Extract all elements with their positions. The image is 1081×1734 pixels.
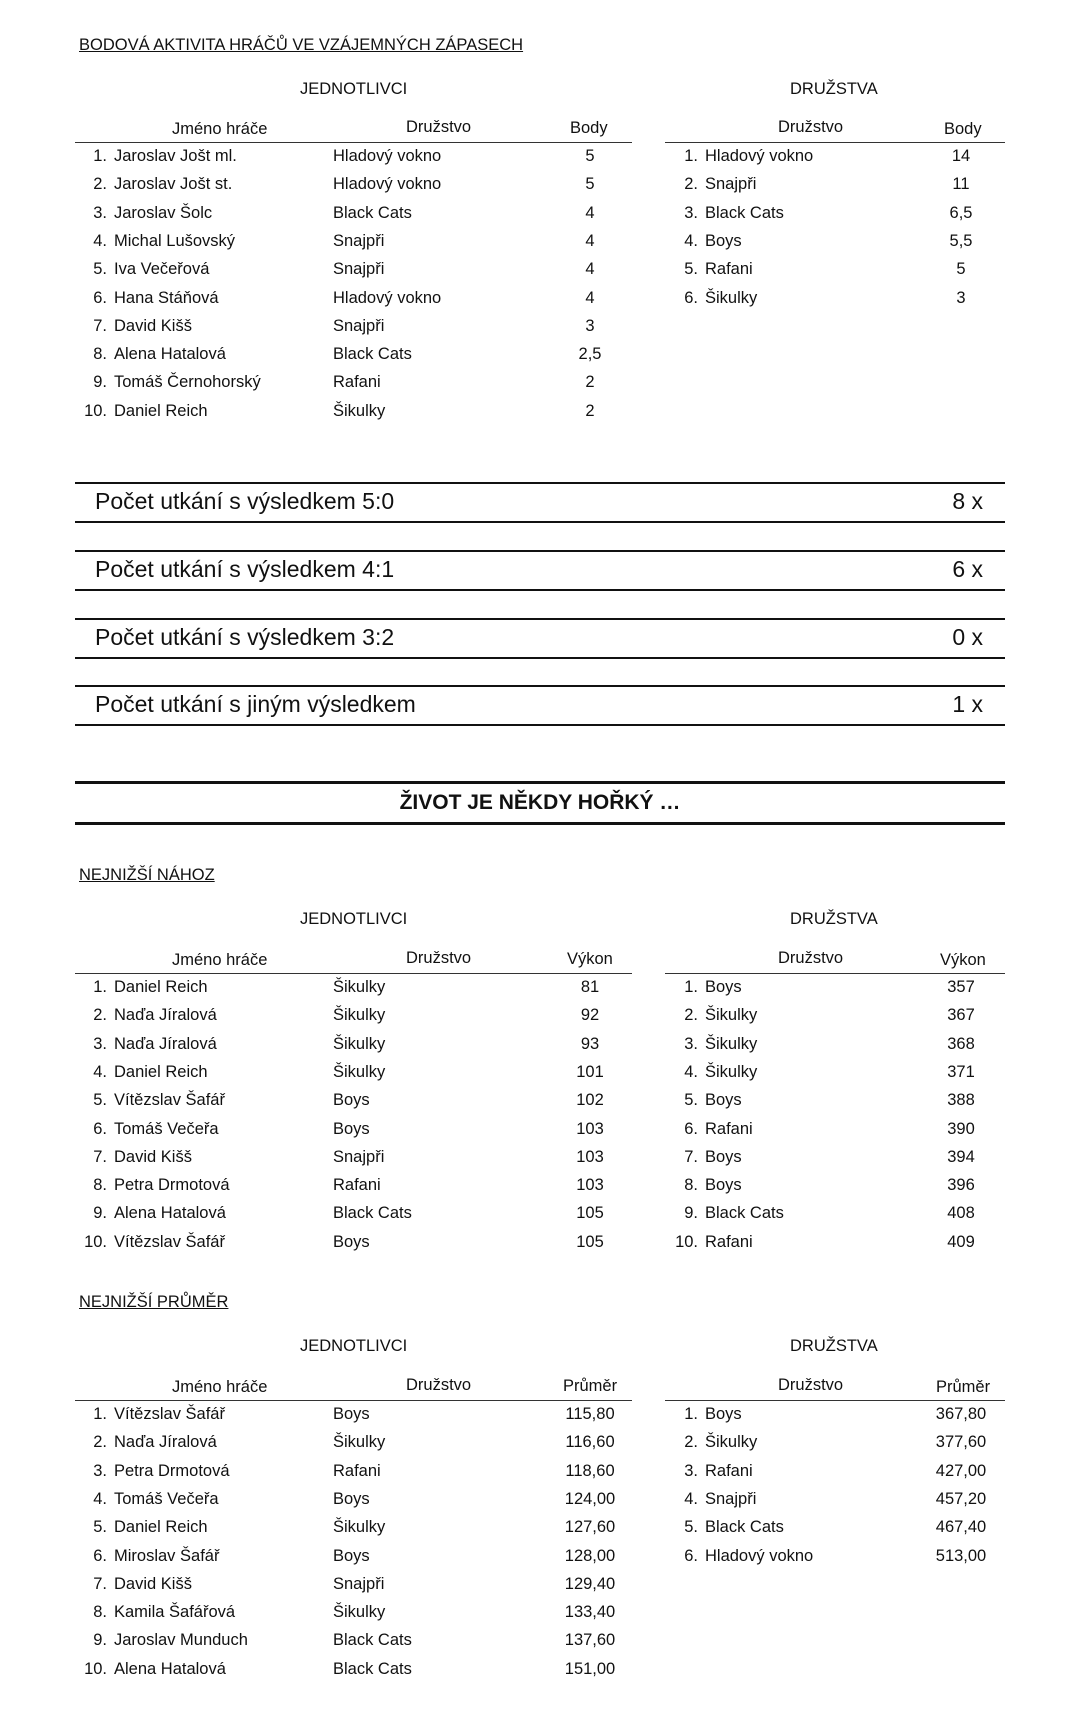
team-name: Boys [705, 1147, 742, 1166]
section-title-points: BODOVÁ AKTIVITA HRÁČŮ VE VZÁJEMNÝCH ZÁPASECH [79, 36, 524, 54]
value-cell: 2 [585, 401, 595, 420]
table-row [0, 142, 1010, 170]
table-row [0, 1199, 1010, 1227]
player-name: Tomáš Večeřa [114, 1489, 219, 1508]
player-name: Naďa Jíralová [114, 1006, 217, 1025]
value-cell: 103 [576, 1147, 604, 1166]
rank-number: 5. [684, 1518, 698, 1537]
team-name: Black Cats [333, 345, 412, 364]
value-cell: 102 [576, 1091, 604, 1110]
result-count: 0 x [952, 624, 983, 650]
team-name: Rafani [705, 1119, 753, 1138]
rank-number: 9. [93, 373, 107, 392]
team-name: Snajpři [333, 1147, 385, 1166]
team-name: Hladový vokno [333, 175, 442, 194]
team-name: Snajpři [705, 175, 757, 194]
value-cell: 396 [947, 1176, 975, 1195]
rank-number: 9. [684, 1204, 698, 1223]
rank-number: 8. [93, 1176, 107, 1195]
rank-number: 1. [684, 1405, 698, 1423]
team-name: Boys [333, 1546, 370, 1565]
team-name: Hladový vokno [705, 147, 814, 165]
rank-number: 2. [684, 1433, 698, 1452]
team-name: Šikulky [705, 288, 758, 307]
group-label-individuals: JEDNOTLIVCI [300, 1337, 408, 1355]
header-player-name: Jméno hráče [172, 120, 268, 138]
team-name: Snajpři [333, 316, 385, 335]
value-cell: 2,5 [578, 345, 602, 364]
team-name: Rafani [705, 1461, 753, 1480]
value-cell: 14 [951, 147, 971, 165]
value-cell: 367,80 [935, 1405, 987, 1423]
rank-number: 5. [93, 1091, 107, 1110]
value-cell: 394 [947, 1147, 975, 1166]
value-cell: 103 [576, 1176, 604, 1195]
team-name: Rafani [333, 1176, 381, 1195]
team-name: Rafani [705, 1232, 753, 1251]
value-cell: 5 [585, 175, 595, 194]
table-row [0, 227, 1010, 255]
team-name: Snajpři [333, 260, 385, 279]
table-row [0, 340, 640, 368]
player-name: Vítězslav Šafář [114, 1091, 225, 1110]
value-cell: 105 [576, 1232, 604, 1251]
rank-number: 6. [93, 1546, 107, 1565]
team-name: Rafani [333, 1461, 381, 1480]
rank-number: 9. [93, 1631, 107, 1650]
player-name: Naďa Jíralová [114, 1034, 217, 1053]
table-row [0, 1030, 1010, 1058]
result-label: Počet utkání s výsledkem 5:0 [95, 488, 395, 514]
rank-number: 7. [93, 1147, 107, 1166]
table-row [0, 312, 640, 340]
header-value: Výkon [567, 950, 613, 968]
group-label-teams: DRUŽSTVA [790, 1337, 878, 1355]
value-cell: 357 [947, 978, 975, 996]
table-row [0, 199, 1010, 227]
value-cell: 129,40 [564, 1574, 616, 1593]
team-name: Rafani [705, 260, 753, 279]
group-label-teams: DRUŽSTVA [790, 910, 878, 928]
value-cell: 457,20 [935, 1489, 987, 1508]
value-cell: 5 [585, 147, 595, 165]
table-row [0, 284, 1010, 312]
rank-number: 3. [684, 203, 698, 222]
result-label: Počet utkání s výsledkem 3:2 [95, 624, 395, 650]
rank-number: 2. [684, 1006, 698, 1025]
player-name: Jaroslav Šolc [114, 203, 213, 222]
header-value-right: Výkon [940, 951, 986, 969]
team-name: Šikulky [705, 1433, 758, 1452]
rank-number: 3. [93, 203, 107, 222]
header-player-name: Jméno hráče [172, 1378, 268, 1396]
rank-number: 10. [84, 1659, 107, 1678]
value-cell: 92 [580, 1006, 600, 1025]
team-name: Hladový vokno [333, 288, 442, 307]
result-count: 6 x [952, 556, 983, 582]
rank-number: 2. [93, 1006, 107, 1025]
value-cell: 409 [947, 1232, 975, 1251]
player-name: Daniel Reich [114, 978, 208, 996]
value-cell: 4 [585, 231, 595, 250]
value-cell: 467,40 [935, 1518, 987, 1537]
value-cell: 137,60 [564, 1631, 616, 1650]
header-team: Družstvo [406, 118, 472, 136]
result-box [75, 685, 1005, 726]
value-cell: 377,60 [935, 1433, 987, 1452]
value-cell: 133,40 [564, 1603, 616, 1622]
team-name: Boys [705, 231, 742, 250]
table-row [0, 1513, 1010, 1541]
header-team: Družstvo [406, 1376, 472, 1394]
header-value-right: Průměr [936, 1378, 991, 1396]
player-name: Alena Hatalová [114, 1204, 226, 1223]
value-cell: 390 [947, 1119, 975, 1138]
table-row [0, 1143, 1010, 1171]
table-row [0, 1570, 640, 1598]
player-name: Vítězslav Šafář [114, 1232, 225, 1251]
team-name: Šikulky [705, 1062, 758, 1081]
value-cell: 127,60 [564, 1518, 616, 1537]
value-cell: 368 [947, 1034, 975, 1053]
value-cell: 124,00 [564, 1489, 616, 1508]
rank-number: 3. [93, 1461, 107, 1480]
team-name: Snajpři [705, 1489, 757, 1508]
value-cell: 103 [576, 1119, 604, 1138]
rank-number: 4. [684, 1489, 698, 1508]
value-cell: 5 [956, 260, 966, 279]
player-name: Petra Drmotová [114, 1176, 230, 1195]
player-name: Michal Lušovský [114, 231, 236, 250]
section-title-lowest-throw: NEJNIŽŠÍ NÁHOZ [79, 866, 215, 884]
team-name: Šikulky [333, 1518, 386, 1537]
player-name: Alena Hatalová [114, 1659, 226, 1678]
table-row [0, 397, 640, 425]
player-name: Jaroslav Jošt ml. [114, 147, 237, 165]
rank-number: 10. [84, 401, 107, 420]
table-row [0, 1542, 1010, 1570]
player-name: Jaroslav Jošt st. [114, 175, 233, 194]
value-cell: 6,5 [949, 203, 973, 222]
rank-number: 3. [684, 1034, 698, 1053]
header-team: Družstvo [406, 949, 472, 967]
player-name: David Kišš [114, 316, 192, 335]
rank-number: 5. [93, 1518, 107, 1537]
player-name: Daniel Reich [114, 1518, 208, 1537]
header-team-right: Družstvo [778, 1376, 844, 1394]
rank-number: 8. [684, 1176, 698, 1195]
rank-number: 6. [684, 288, 698, 307]
team-name: Boys [705, 978, 742, 996]
value-cell: 408 [947, 1204, 975, 1223]
team-name: Boys [705, 1091, 742, 1110]
result-count: 8 x [952, 488, 983, 514]
value-cell: 513,00 [935, 1546, 987, 1565]
team-name: Šikulky [705, 1034, 758, 1053]
team-name: Šikulky [333, 1433, 386, 1452]
result-label: Počet utkání s jiným výsledkem [95, 691, 416, 717]
table-row [0, 1115, 1010, 1143]
rank-number: 4. [684, 1062, 698, 1081]
player-name: Naďa Jíralová [114, 1433, 217, 1452]
value-cell: 388 [947, 1091, 975, 1110]
team-name: Black Cats [705, 203, 784, 222]
header-value-right: Body [944, 120, 982, 138]
result-box [75, 618, 1005, 659]
team-name: Boys [705, 1405, 742, 1423]
rank-number: 6. [684, 1119, 698, 1138]
team-name: Šikulky [705, 1006, 758, 1025]
team-name: Black Cats [705, 1204, 784, 1223]
rank-number: 2. [93, 175, 107, 194]
table-row [0, 1485, 1010, 1513]
rank-number: 7. [93, 316, 107, 335]
team-name: Black Cats [333, 203, 412, 222]
rank-number: 7. [684, 1147, 698, 1166]
player-name: David Kišš [114, 1147, 192, 1166]
value-cell: 151,00 [564, 1659, 616, 1678]
rank-number: 9. [93, 1204, 107, 1223]
rank-number: 10. [675, 1232, 698, 1251]
team-name: Šikulky [333, 1034, 386, 1053]
table-row [0, 1457, 1010, 1485]
player-name: Petra Drmotová [114, 1461, 230, 1480]
team-name: Snajpři [333, 231, 385, 250]
team-name: Boys [333, 1489, 370, 1508]
rank-number: 2. [93, 1433, 107, 1452]
rank-number: 8. [93, 345, 107, 364]
value-cell: 81 [580, 978, 600, 996]
banner-heading: ŽIVOT JE NĚKDY HOŘKÝ … [75, 781, 1005, 825]
table-row [0, 1001, 1010, 1029]
value-cell: 11 [952, 175, 970, 194]
team-name: Šikulky [333, 1062, 386, 1081]
header-value: Průměr [563, 1377, 618, 1395]
team-name: Black Cats [333, 1659, 412, 1678]
value-cell: 116,60 [565, 1433, 615, 1452]
header-team-right: Družstvo [778, 949, 844, 967]
team-name: Hladový vokno [705, 1546, 814, 1565]
value-cell: 2 [585, 373, 595, 392]
team-name: Boys [333, 1091, 370, 1110]
value-cell: 115,80 [565, 1405, 615, 1423]
value-cell: 4 [585, 288, 595, 307]
player-name: Tomáš Černohorský [114, 373, 261, 392]
table-row [0, 1598, 640, 1626]
rank-number: 1. [684, 978, 698, 996]
value-cell: 367 [947, 1006, 975, 1025]
team-name: Boys [333, 1405, 370, 1423]
team-name: Šikulky [333, 1603, 386, 1622]
team-name: Šikulky [333, 401, 386, 420]
value-cell: 3 [585, 316, 595, 335]
value-cell: 4 [585, 260, 595, 279]
value-cell: 128,00 [564, 1546, 616, 1565]
value-cell: 371 [947, 1062, 975, 1081]
value-cell: 105 [576, 1204, 604, 1223]
table-row [0, 1626, 640, 1654]
player-name: David Kišš [114, 1574, 192, 1593]
table-row [0, 1228, 1010, 1256]
player-name: Tomáš Večeřa [114, 1119, 219, 1138]
rank-number: 4. [93, 231, 107, 250]
value-cell: 118,60 [565, 1461, 615, 1480]
rank-number: 1. [684, 147, 698, 165]
team-name: Boys [333, 1232, 370, 1251]
rank-number: 2. [684, 175, 698, 194]
rank-number: 1. [93, 978, 107, 996]
rank-number: 6. [93, 288, 107, 307]
team-name: Boys [705, 1176, 742, 1195]
team-name: Black Cats [705, 1518, 784, 1537]
rank-number: 8. [93, 1603, 107, 1622]
player-name: Hana Stáňová [114, 288, 219, 307]
table-row [0, 170, 1010, 198]
rank-number: 3. [684, 1461, 698, 1480]
rank-number: 5. [684, 260, 698, 279]
header-value: Body [570, 119, 608, 137]
value-cell: 93 [580, 1034, 600, 1053]
table-row [0, 1428, 1010, 1456]
rank-number: 6. [684, 1546, 698, 1565]
group-label-teams: DRUŽSTVA [790, 80, 878, 98]
player-name: Daniel Reich [114, 401, 208, 420]
rank-number: 5. [684, 1091, 698, 1110]
player-name: Kamila Šafářová [114, 1603, 236, 1622]
table-row [0, 1655, 640, 1683]
team-name: Black Cats [333, 1631, 412, 1650]
value-cell: 5,5 [949, 231, 973, 250]
table-row [0, 1058, 1010, 1086]
team-name: Rafani [333, 373, 381, 392]
value-cell: 3 [956, 288, 966, 307]
player-name: Alena Hatalová [114, 345, 226, 364]
result-box [75, 550, 1005, 591]
value-cell: 101 [576, 1062, 604, 1081]
rank-number: 6. [93, 1119, 107, 1138]
result-count: 1 x [952, 691, 983, 717]
team-name: Hladový vokno [333, 147, 442, 165]
player-name: Iva Večeřová [114, 260, 210, 279]
table-row [0, 973, 1010, 1001]
player-name: Daniel Reich [114, 1062, 208, 1081]
player-name: Jaroslav Munduch [114, 1631, 248, 1650]
rank-number: 10. [84, 1232, 107, 1251]
table-row [0, 368, 640, 396]
value-cell: 427,00 [935, 1461, 987, 1480]
rank-number: 1. [93, 147, 107, 165]
team-name: Black Cats [333, 1204, 412, 1223]
table-row [0, 1086, 1010, 1114]
team-name: Boys [333, 1119, 370, 1138]
result-box [75, 482, 1005, 523]
rank-number: 4. [93, 1062, 107, 1081]
team-name: Šikulky [333, 1006, 386, 1025]
header-team-right: Družstvo [778, 118, 844, 136]
rank-number: 3. [93, 1034, 107, 1053]
table-row [0, 1171, 1010, 1199]
player-name: Vítězslav Šafář [114, 1405, 225, 1423]
team-name: Šikulky [333, 978, 386, 996]
player-name: Miroslav Šafář [114, 1546, 220, 1565]
value-cell: 4 [585, 203, 595, 222]
section-title-lowest-average: NEJNIŽŠÍ PRŮMĚR [79, 1293, 229, 1311]
rank-number: 4. [684, 231, 698, 250]
table-row [0, 255, 1010, 283]
table-row [0, 1400, 1010, 1428]
team-name: Snajpři [333, 1574, 385, 1593]
result-label: Počet utkání s výsledkem 4:1 [95, 556, 395, 582]
rank-number: 1. [93, 1405, 107, 1423]
rank-number: 4. [93, 1489, 107, 1508]
header-player-name: Jméno hráče [172, 951, 268, 969]
group-label-individuals: JEDNOTLIVCI [300, 910, 408, 928]
group-label-individuals: JEDNOTLIVCI [300, 80, 408, 98]
rank-number: 5. [93, 260, 107, 279]
rank-number: 7. [93, 1574, 107, 1593]
